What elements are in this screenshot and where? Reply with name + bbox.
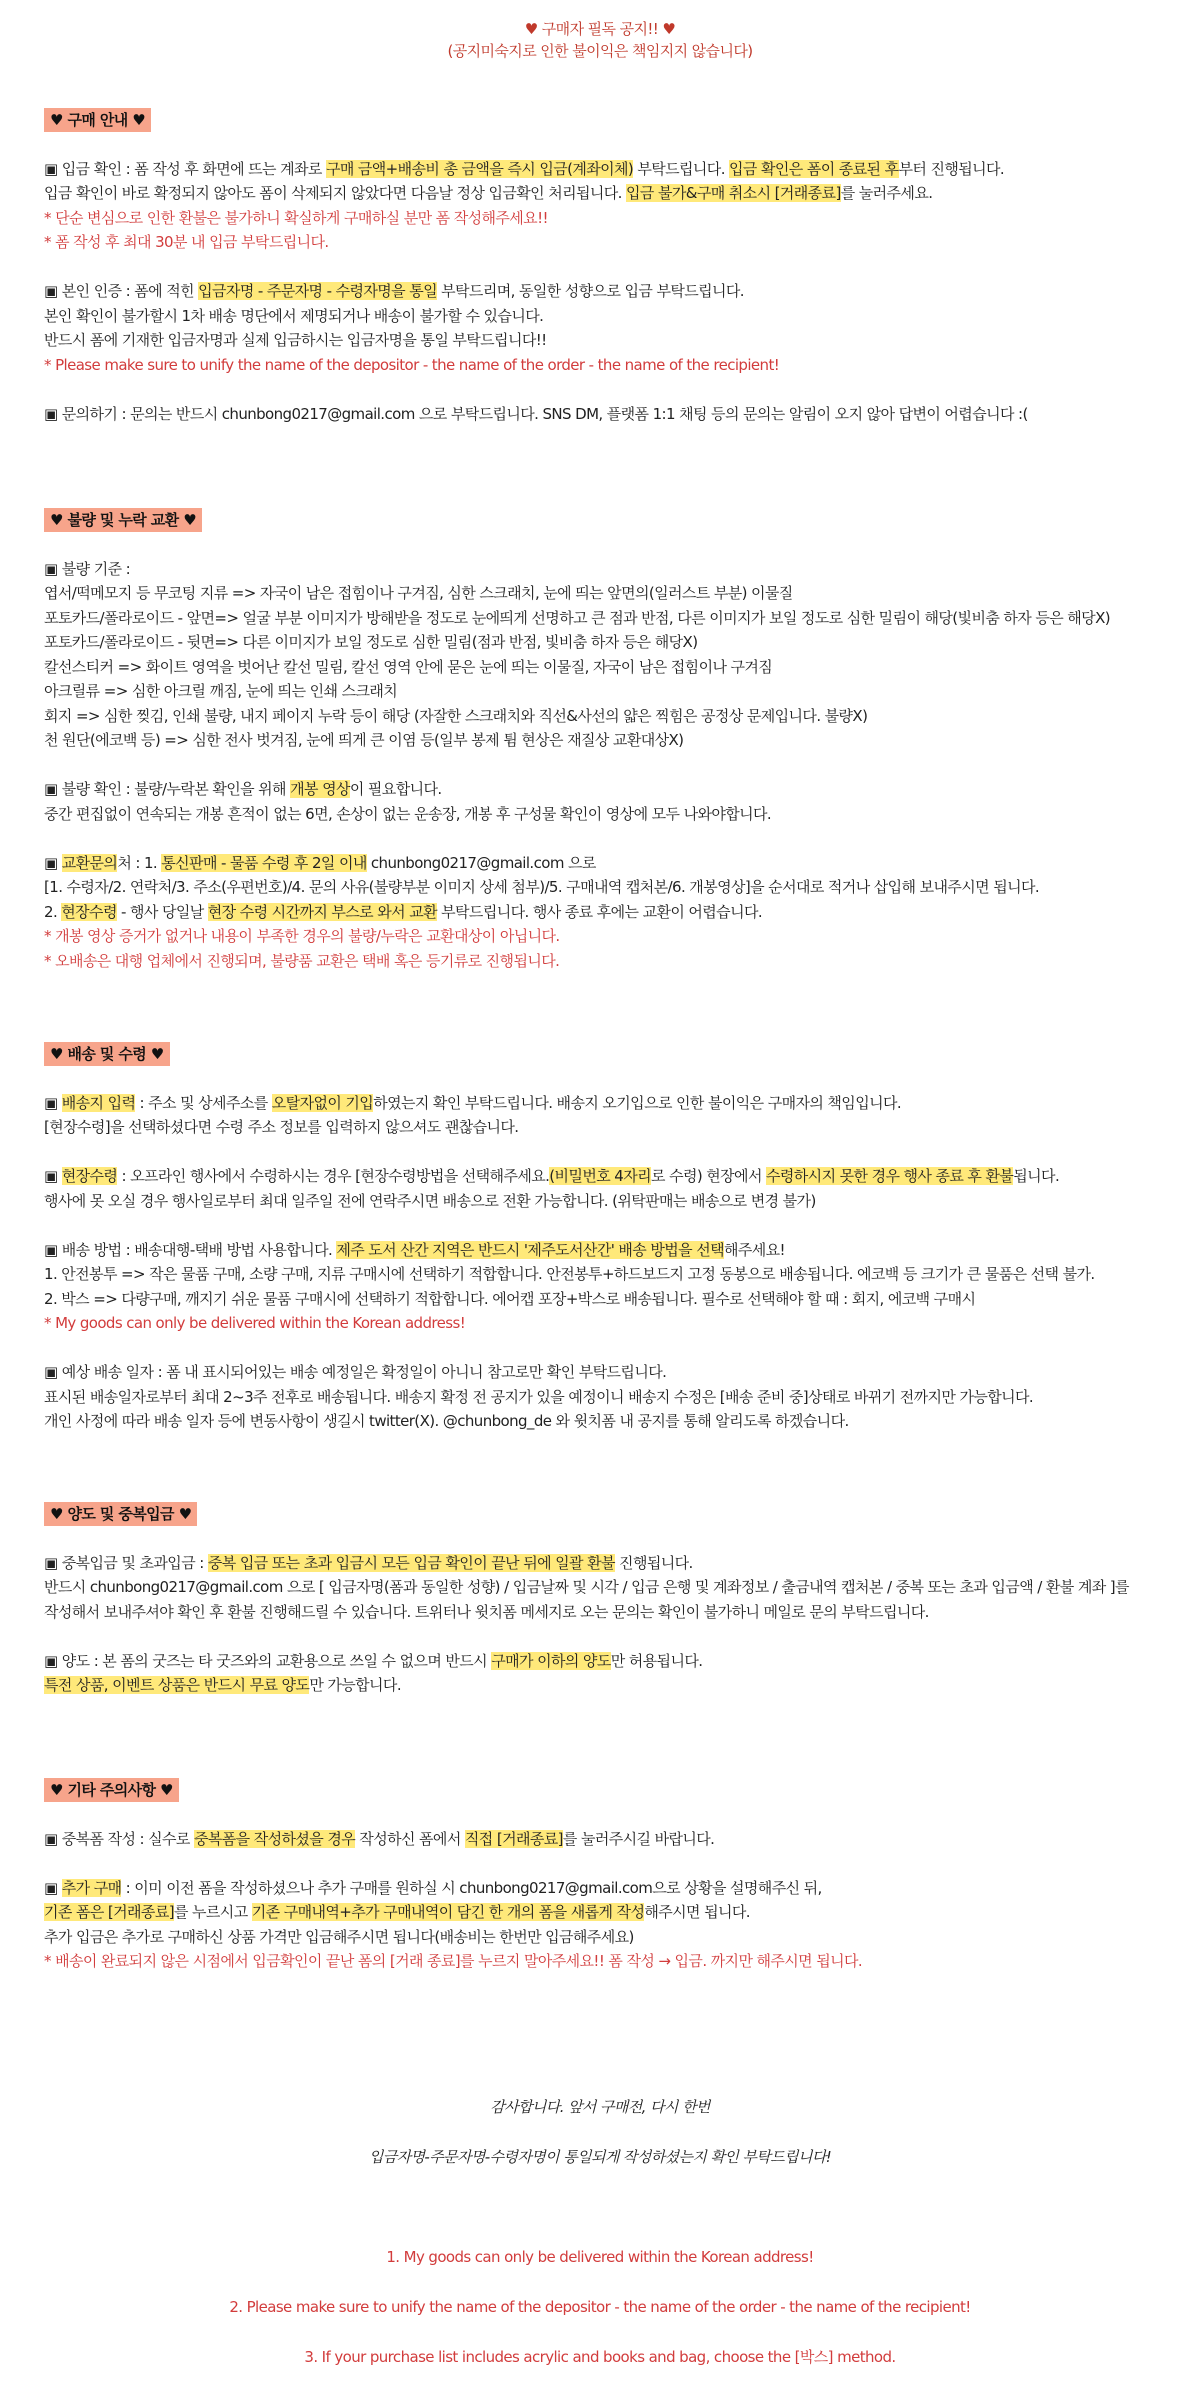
defect-criteria-item: 엽서/떡메모지 등 무코팅 지류 => 자국이 남은 접힘이나 구겨짐, 심한 스크래치, 눈에 띄는 앞면의(일러스트 부분) 이물질: [44, 584, 793, 602]
section-title: ♥ 구매 안내 ♥: [44, 108, 151, 132]
shipping-method-line-3: 2. 박스 => 다량구매, 깨지기 쉬운 물품 구매시에 선택하기 적합합니다. 에어캡 포장+박스로 배송됩니다. 필수로 선택해야 할 때 : 회지, 에코백 구매시: [44, 1289, 976, 1308]
defect-criteria-item: 아크릴류 => 심한 아크릴 깨짐, 눈에 띄는 인쇄 스크래치: [44, 682, 398, 700]
exchange-inquiry-line-2: [1. 수령자/2. 연락처/3. 주소(우편번호)/4. 문의 사유(불량부분 이미지 상세 첨부)/5. 구매내역 캡처본/6. 개봉영상]을 순서대로 적거나 삽입해 보내주시면 됩니다.: [44, 878, 1040, 896]
section-title: ♥ 기타 주의사항 ♥: [44, 1778, 179, 1802]
video-evidence-warning: * 개봉 영상 증거가 없거나 내용이 부족한 경우의 불량/누락은 교환대상이 아닙니다.: [44, 927, 560, 945]
defect-check-line-1: ▣ 불량 확인 : 불량/누락본 확인을 위해 개봉 영상이 필요합니다.: [44, 780, 442, 798]
defect-check-line-2: 중간 편집없이 연속되는 개봉 흔적이 없는 6면, 손상이 없는 운송장, 개봉 후 구성물 확인이 영상에 모두 나와야합니다.: [44, 804, 772, 823]
defect-criteria-item: 포토카드/폴라로이드 - 앞면=> 얼굴 부분 이미지가 방해받을 정도로 눈에띄게 선명하고 큰 점과 반점, 다른 이미지가 보일 정도로 심한 밀림이 해당(빛비춤 하자 등은 해당X): [44, 608, 1110, 627]
duplicate-deposit-line-3: 작성해서 보내주셔야 확인 후 환불 진행해드릴 수 있습니다. 트위터나 윗치폼 메세지로 오는 문의는 확인이 불가하니 메일로 문의 부탁드립니다.: [44, 1602, 929, 1621]
deposit-check-line-1: ▣ 입금 확인 : 폼 작성 후 화면에 뜨는 계좌로 구매 금액+배송비 총 금액을 즉시 입금(계좌이체) 부탁드립니다. 입금 확인은 폼이 종료된 후부터 진행됩니다.: [44, 159, 1005, 178]
additional-purchase-line-3: 추가 입금은 추가로 구매하신 상품 가격만 입금해주시면 됩니다(배송비는 한번만 입금해주세요): [44, 1927, 634, 1946]
exchange-inquiry-line-1: ▣ 교환문의처 : 1. 통신판매 - 물품 수령 후 2일 이내 chunbong0217@gmail.com 으로: [44, 853, 596, 872]
additional-purchase-line-1: ▣ 추가 구매 : 이미 이전 폼을 작성하셨으나 추가 구매를 원하실 시 chunbong0217@gmail.com으로 상황을 설명해주신 뒤,: [44, 1878, 822, 1897]
shipping-method-line-1: ▣ 배송 방법 : 배송대행-택배 방법 사용합니다. 제주 도서 산간 지역은 반드시 '제주도서산간' 배송 방법을 선택해주세요!: [44, 1240, 785, 1259]
identity-check-line-3: 반드시 폼에 기재한 입금자명과 실제 입금하시는 입금자명을 통일 부탁드립니다!!: [44, 331, 547, 349]
section-transfer-duplicate: [44, 1502, 1174, 1698]
defect-criteria-item: 칼선스티커 => 화이트 영역을 벗어난 칼선 밀림, 칼선 영역 안에 묻은 눈에 띄는 이물질, 자국이 남은 접힘이나 구겨짐: [44, 657, 773, 676]
name-unify-warning: * Please make sure to unify the name of the depositor - the name of the order - the name of the recipient!: [44, 355, 780, 374]
notice-title: ♥ 구매자 필독 공지!! ♥: [524, 20, 676, 38]
address-line-2: [현장수령]을 선택하셨다면 수령 주소 정보를 입력하지 않으셔도 괜찮습니다.: [44, 1118, 519, 1136]
closing-note-2: 2. Please make sure to unify the name of the depositor - the name of the order - the name of the recipient!: [229, 2298, 971, 2316]
additional-purchase-line-2: 기존 폼은 [거래종료]를 누르시고 기존 구매내역+추가 구매내역이 담긴 한 개의 폼을 새롭게 작성해주시면 됩니다.: [44, 1903, 750, 1921]
defect-criteria-item: 포토카드/폴라로이드 - 뒷면=> 다른 이미지가 보일 정도로 심한 밀림(점과 반점, 빛비춤 하자 등은 해당X): [44, 633, 698, 651]
exchange-inquiry-line-3: 2. 현장수령 - 행사 당일날 현장 수령 시간까지 부스로 와서 교환 부탁드립니다. 행사 종료 후에는 교환이 어렵습니다.: [44, 902, 763, 921]
notice-header: [0, 0, 1200, 62]
closing-message: [0, 2094, 1200, 2170]
closing-note-3: 3. If your purchase list includes acrylic and books and bag, choose the [박스] method.: [304, 2348, 896, 2366]
inquiry-line: ▣ 문의하기 : 문의는 반드시 chunbong0217@gmail.com 으로 부탁드립니다. SNS DM, 플랫폼 1:1 채팅 등의 문의는 알림이 오지 않아 답변이 어렵습니다 :(: [44, 404, 1028, 423]
identity-check-line-1: ▣ 본인 인증 : 폼에 적힌 입금자명 - 주문자명 - 수령자명을 통일 부탁드리며, 동일한 성향으로 입금 부탁드립니다.: [44, 282, 744, 300]
shipping-method-line-2: 1. 안전봉투 => 작은 물품 구매, 소량 구매, 지류 구매시에 선택하기 적합합니다. 안전봉투+하드보드지 고정 동봉으로 배송됩니다. 에코백 등 크기가 큰 물품은 선택 불가.: [44, 1265, 1095, 1283]
defect-criteria-item: 천 원단(에코백 등) => 심한 전사 벗겨짐, 눈에 띄게 큰 이염 등(일부 봉제 튐 현상은 재질상 교환대상X): [44, 731, 684, 749]
do-not-close-warning: * 배송이 완료되지 않은 시점에서 입금확인이 끝난 폼의 [거래 종료]를 누르지 말아주세요!! 폼 작성 → 입금. 까지만 해주시면 됩니다.: [44, 1952, 863, 1970]
defect-criteria-item: 회지 => 심한 찢김, 인쇄 불량, 내지 페이지 누락 등이 해당 (자잘한 스크래치와 직선&사선의 얇은 찍힘은 공정상 문제입니다. 불량X): [44, 706, 868, 725]
section-defect-exchange: [44, 508, 1174, 973]
section-title: ♥ 배송 및 수령 ♥: [44, 1042, 170, 1066]
section-title: ♥ 불량 및 누락 교환 ♥: [44, 508, 202, 532]
address-line-1: ▣ 배송지 입력 : 주소 및 상세주소를 오탈자없이 기입하였는지 확인 부탁드립니다. 배송지 오기입으로 인한 불이익은 구매자의 책임입니다.: [44, 1093, 902, 1112]
notice-subtitle: (공지미숙지로 인한 불이익은 책임지지 않습니다): [447, 42, 753, 60]
section-title: ♥ 양도 및 중복입금 ♥: [44, 1502, 197, 1526]
identity-check-line-2: 본인 확인이 불가할시 1차 배송 명단에서 제명되거나 배송이 불가할 수 있습니다.: [44, 306, 544, 325]
section-purchase-guide: [44, 108, 1174, 426]
misdelivery-warning: * 오배송은 대행 업체에서 진행되며, 불량품 교환은 택배 혹은 등기류로 진행됩니다.: [44, 951, 560, 970]
onsite-pickup-line-1: ▣ 현장수령 : 오프라인 행사에서 수령하시는 경우 [현장수령방법을 선택해주세요.(비밀번호 4자리로 수령) 현장에서 수령하시지 못한 경우 행사 종료 후 환불됩니다.: [44, 1167, 1060, 1185]
duplicate-deposit-line-2: 반드시 chunbong0217@gmail.com 으로 [ 입금자명(폼과 동일한 성향) / 입금날짜 및 시각 / 입금 은행 및 계좌정보 / 출금내역 캡처본 / 중복 또는 초과 입금액 / 환불 계좌 ]를: [44, 1578, 1129, 1596]
defect-criteria-heading: ▣ 불량 기준 :: [44, 559, 131, 578]
duplicate-form-line: ▣ 중복폼 작성 : 실수로 중복폼을 작성하셨을 경우 작성하신 폼에서 직접 [거래종료]를 눌러주시길 바랍니다.: [44, 1829, 715, 1848]
delivery-date-line-3: 개인 사정에 따라 배송 일자 등에 변동사항이 생길시 twitter(X). @chunbong_de 와 윗치폼 내 공지를 통해 알리도록 하겠습니다.: [44, 1412, 849, 1430]
delivery-date-line-1: ▣ 예상 배송 일자 : 폼 내 표시되어있는 배송 예정일은 확정일이 아니니 참고로만 확인 부탁드립니다.: [44, 1363, 667, 1381]
korea-only-warning: * My goods can only be delivered within the Korean address!: [44, 1314, 466, 1332]
refund-warning: * 단순 변심으로 인한 환불은 불가하니 확실하게 구매하실 분만 폼 작성해주세요!!: [44, 208, 548, 227]
transfer-line-2: 특전 상품, 이벤트 상품은 반드시 무료 양도만 가능합니다.: [44, 1676, 401, 1694]
duplicate-deposit-line-1: ▣ 중복입금 및 초과입금 : 중복 입금 또는 초과 입금시 모든 입금 확인이 끝난 뒤에 일괄 환불 진행됩니다.: [44, 1553, 693, 1572]
transfer-line-1: ▣ 양도 : 본 폼의 굿즈는 타 굿즈와의 교환용으로 쓰일 수 없으며 반드시 구매가 이하의 양도만 허용됩니다.: [44, 1651, 703, 1670]
section-other-notes: [44, 1778, 1174, 1974]
closing-thanks: 감사합니다. 앞서 구매전, 다시 한번: [490, 2098, 710, 2116]
deposit-check-line-2: 입금 확인이 바로 확정되지 않아도 폼이 삭제되지 않았다면 다음날 정상 입금확인 처리됩니다. 입금 불가&구매 취소시 [거래종료]를 눌러주세요.: [44, 184, 933, 202]
closing-english-notes: [0, 2244, 1200, 2370]
section-delivery: [44, 1042, 1174, 1434]
onsite-pickup-line-2: 행사에 못 오실 경우 행사일로부터 최대 일주일 전에 연락주시면 배송으로 전환 가능합니다. (위탁판매는 배송으로 변경 불가): [44, 1191, 816, 1210]
closing-reminder: 입금자명-주문자명-수령자명이 통일되게 작성하셨는지 확인 부탁드립니다!: [368, 2148, 832, 2166]
delivery-date-line-2: 표시된 배송일자로부터 최대 2~3주 전후로 배송됩니다. 배송지 확정 전 공지가 있을 예정이니 배송지 수정은 [배송 준비 중]상태로 바뀌기 전까지만 가능합니다.: [44, 1387, 1034, 1406]
deposit-time-warning: * 폼 작성 후 최대 30분 내 입금 부탁드립니다.: [44, 233, 329, 251]
closing-note-1: 1. My goods can only be delivered within the Korean address!: [386, 2248, 814, 2266]
